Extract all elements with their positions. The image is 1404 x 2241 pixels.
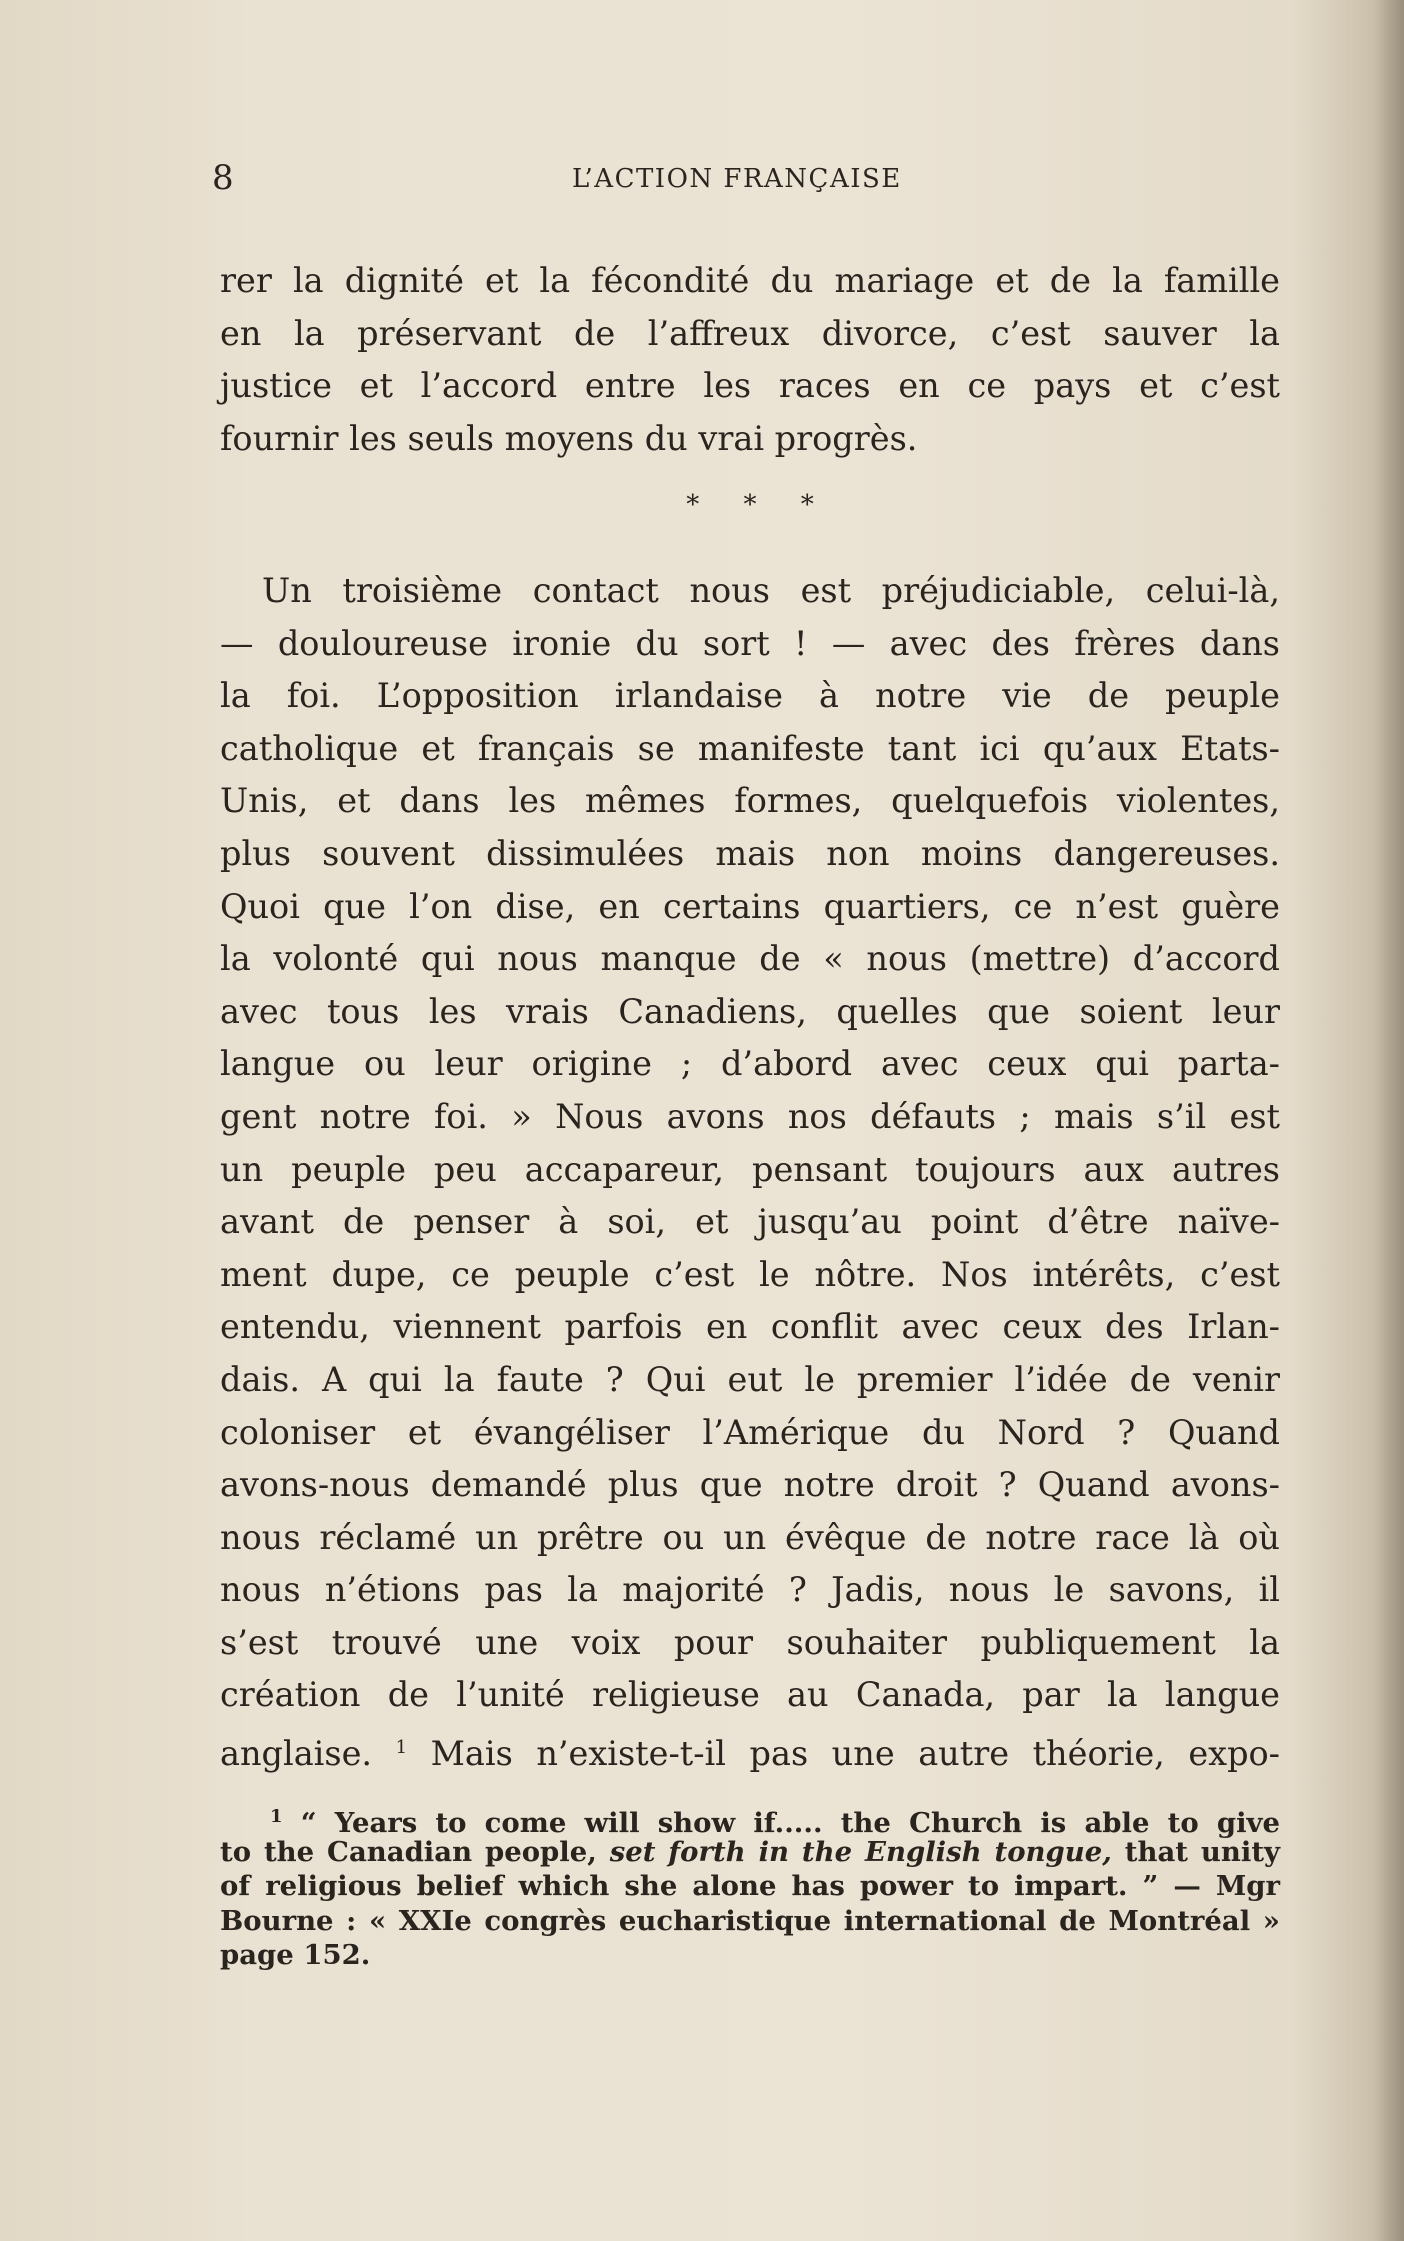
text-line: — douloureuse ironie du sort ! — avec des frères dans xyxy=(220,623,1280,663)
footnote-text: to the Canadian people, xyxy=(220,1835,597,1868)
footnote-number: 1 xyxy=(270,1806,283,1827)
text-line: avec tous les vrais Canadiens, quelles que soient leur xyxy=(220,991,1280,1031)
footnote-reference[interactable]: 1 xyxy=(395,1737,408,1759)
text-line: Unis, et dans les mêmes formes, quelquefois violentes, xyxy=(220,781,1280,821)
footnote-line xyxy=(220,1800,1280,1840)
text-line: la volonté qui nous manque de « nous (mettre) d’accord xyxy=(220,939,1280,979)
text-line: dais. A qui la faute ? Qui eut le premier l’idée de venir xyxy=(220,1359,1280,1399)
text-line: la foi. L’opposition irlandaise à notre vie de peuple xyxy=(220,676,1280,716)
running-head: L’ACTION FRANÇAISE xyxy=(572,164,902,194)
text-line: création de l’unité religieuse au Canada, par la langue xyxy=(220,1675,1280,1715)
footnote-line: page 152. xyxy=(220,1939,371,1972)
footnote-text: “ Years to come will show if..... the Church is able to give xyxy=(300,1807,1280,1840)
text-line: langue ou leur origine ; d’abord avec ceux qui parta- xyxy=(220,1044,1280,1084)
text-line: Un troisième contact nous est préjudiciable, celui-là, xyxy=(262,571,1280,610)
section-separator: * * * xyxy=(686,490,814,520)
page-number: 8 xyxy=(212,158,234,198)
footnote xyxy=(220,1800,1280,1973)
text-line: un peuple peu accapareur, pensant toujours aux autres xyxy=(220,1149,1280,1189)
text-line: nous n’étions pas la majorité ? Jadis, nous le savons, il xyxy=(220,1570,1280,1610)
text-line: justice et l’accord entre les races en ce pays et c’est xyxy=(220,366,1280,406)
page-fold-shadow xyxy=(1374,0,1404,2241)
text-line: entendu, viennent parfois en conflit avec ceux des Irlan- xyxy=(220,1307,1280,1347)
text-fragment: Mais n’existe-t-il pas une autre théorie, expo- xyxy=(407,1734,1280,1774)
text-line: Quoi que l’on dise, en certains quartiers, ce n’est guère xyxy=(220,886,1280,926)
footnote-line xyxy=(220,1835,1280,1870)
text-line: en la préservant de l’affreux divorce, c’est sauver la xyxy=(220,313,1280,353)
text-line: avant de penser à soi, et jusqu’au point d’être naïve- xyxy=(220,1202,1280,1242)
text-line: gent notre foi. » Nous avons nos défauts ; mais s’il est xyxy=(220,1096,1280,1136)
text-line: avons-nous demandé plus que notre droit ? Quand avons- xyxy=(220,1465,1280,1505)
text-line: catholique et français se manifeste tant ici qu’aux Etats- xyxy=(220,728,1280,768)
text-fragment: anglaise. xyxy=(220,1734,373,1774)
text-line: s’est trouvé une voix pour souhaiter publiquement la xyxy=(220,1622,1280,1662)
text-line-with-footnote-ref xyxy=(220,1722,1280,1775)
text-line: nous réclamé un prêtre ou un évêque de notre race là où xyxy=(220,1517,1280,1557)
text-line: coloniser et évangéliser l’Amérique du Nord ? Quand xyxy=(220,1412,1280,1452)
text-line: ment dupe, ce peuple c’est le nôtre. Nos intérêts, c’est xyxy=(220,1254,1280,1294)
text-line: fournir les seuls moyens du vrai progrès. xyxy=(220,418,918,458)
page-header xyxy=(212,158,1282,198)
text-line: rer la dignité et la fécondité du mariage et de la famille xyxy=(220,261,1280,300)
text-line: plus souvent dissimulées mais non moins dangereuses. xyxy=(220,833,1280,873)
footnote-italic-text: set forth in the English tongue, xyxy=(609,1835,1112,1868)
footnote-line: of religious belief which she alone has power to impart. ” — Mgr xyxy=(220,1870,1280,1903)
paragraph-2 xyxy=(220,565,1280,1775)
paragraph-1 xyxy=(220,255,1280,465)
footnote-text: that unity xyxy=(1124,1835,1280,1868)
footnote-line: Bourne : « XXIe congrès eucharistique international de Montréal » xyxy=(220,1904,1280,1937)
